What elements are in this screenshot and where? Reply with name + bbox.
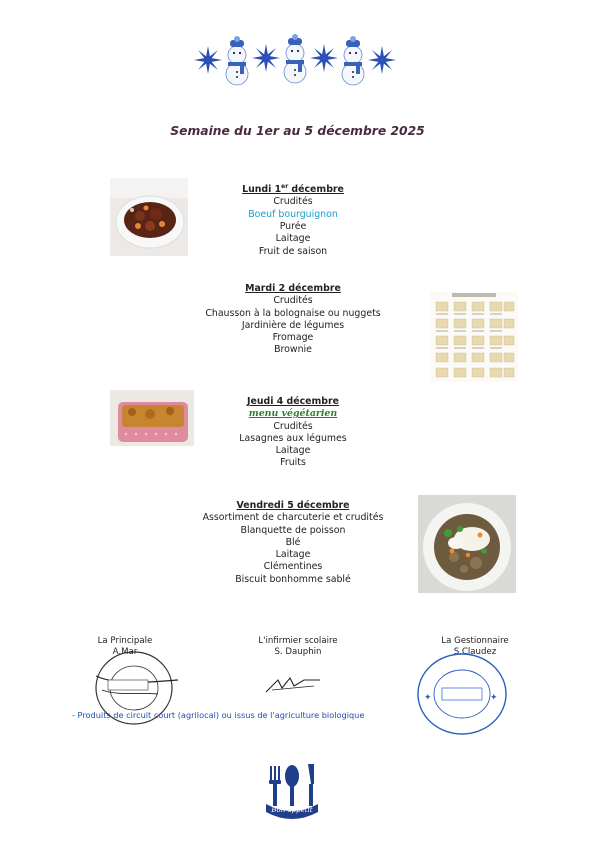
day-title: Mardi 2 décembre: [245, 283, 341, 294]
menu-item: Lasagnes aux légumes: [239, 432, 347, 444]
week-title: Semaine du 1er au 5 décembre 2025: [170, 124, 425, 138]
menu-item: Fruit de saison: [258, 245, 328, 257]
menu-item: Crudités: [273, 420, 313, 432]
menu-item: Jardinière de légumes: [241, 319, 345, 331]
boeuf-bourguignon-photo: [110, 178, 188, 256]
bon-appetit-logo: [260, 760, 324, 826]
menu-item: Clémentines: [263, 561, 323, 573]
menu-item: Crudités: [273, 295, 313, 307]
cheese-poster-image: [430, 292, 518, 382]
signer-name: A.Mar: [112, 647, 138, 657]
menu-item: Chausson à la bolognaise ou nuggets: [205, 307, 381, 319]
signer-name: S. Dauphin: [274, 647, 322, 657]
blanquette-photo: [418, 495, 516, 593]
day-block-jeudi: [188, 396, 398, 470]
menu-item: Assortiment de charcuterie et crudités: [202, 512, 384, 524]
day-block-mardi: [188, 283, 398, 357]
vegetarian-tag: menu végétarien: [248, 408, 338, 420]
organic-products-footnote: - Produits de circuit court (agrilocal) ou issus de l'agriculture biologique: [72, 710, 365, 720]
menu-item: Brownie: [274, 344, 312, 356]
menu-item: Blé: [285, 536, 301, 548]
college-stamp-gestionnaire: [410, 650, 510, 740]
day-title: Jeudi 4 décembre: [247, 396, 339, 407]
menu-item: Laitage: [275, 445, 311, 457]
menu-item-highlight: Boeuf bourguignon: [248, 208, 338, 220]
lasagne-photo: [110, 390, 194, 446]
menu-item: Blanquette de poisson: [240, 524, 346, 536]
menu-item: Fruits: [280, 457, 306, 469]
menu-item: Biscuit bonhomme sablé: [235, 573, 351, 585]
signer-role: L'infirmier scolaire: [258, 636, 338, 646]
signature-infirmier: [248, 636, 348, 658]
signer-role: La Principale: [97, 636, 153, 646]
menu-item: Laitage: [275, 233, 311, 245]
bon-appetit-text: Bon appétit: [271, 806, 313, 814]
day-block-lundi: [188, 181, 398, 258]
svg-text:✦: ✦: [424, 693, 432, 703]
day-title: Lundi 1er décembre: [242, 183, 344, 196]
snowmen-banner-art: [190, 30, 400, 94]
infirmier-signature-scribble: [262, 672, 326, 696]
svg-text:✦: ✦: [490, 693, 498, 703]
signer-name: S.Claudez: [453, 647, 497, 657]
menu-item: Purée: [279, 221, 307, 233]
menu-item: Laitage: [275, 549, 311, 561]
menu-item: Fromage: [272, 332, 314, 344]
snowmen-banner: [190, 30, 400, 94]
day-title: Vendredi 5 décembre: [236, 500, 350, 511]
menu-item: Crudités: [273, 196, 313, 208]
day-block-vendredi: [188, 500, 398, 586]
signer-role: La Gestionnaire: [441, 636, 509, 646]
